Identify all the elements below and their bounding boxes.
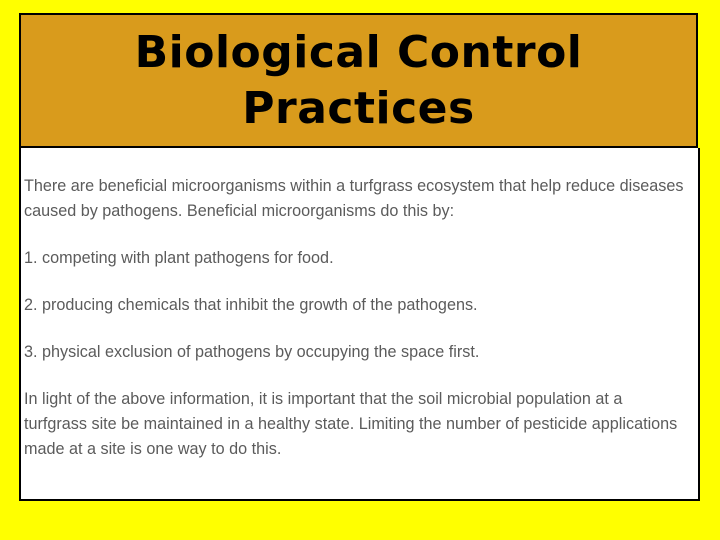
list-item-2: 2. producing chemicals that inhibit the growth of the pathogens.	[24, 296, 478, 314]
conclusion-paragraph: In light of the above information, it is important that the soil microbial population at a turfgrass site be maintained in a healthy state. Limiting the number of pesticide applications made at a site is one way to do this.	[24, 390, 678, 458]
list-item-1: 1. competing with plant pathogens for food.	[24, 249, 334, 267]
slide-title	[135, 25, 583, 137]
title-banner	[19, 13, 698, 148]
list-item-3: 3. physical exclusion of pathogens by occupying the space first.	[24, 343, 480, 361]
intro-paragraph: There are beneficial microorganisms within a turfgrass ecosystem that help reduce diseases caused by pathogens. Beneficial microorganisms do this by:	[24, 177, 684, 220]
content-panel	[19, 148, 700, 501]
slide-title-line-2: Practices	[242, 82, 475, 134]
slide-title-line-1: Biological Control	[134, 26, 583, 78]
